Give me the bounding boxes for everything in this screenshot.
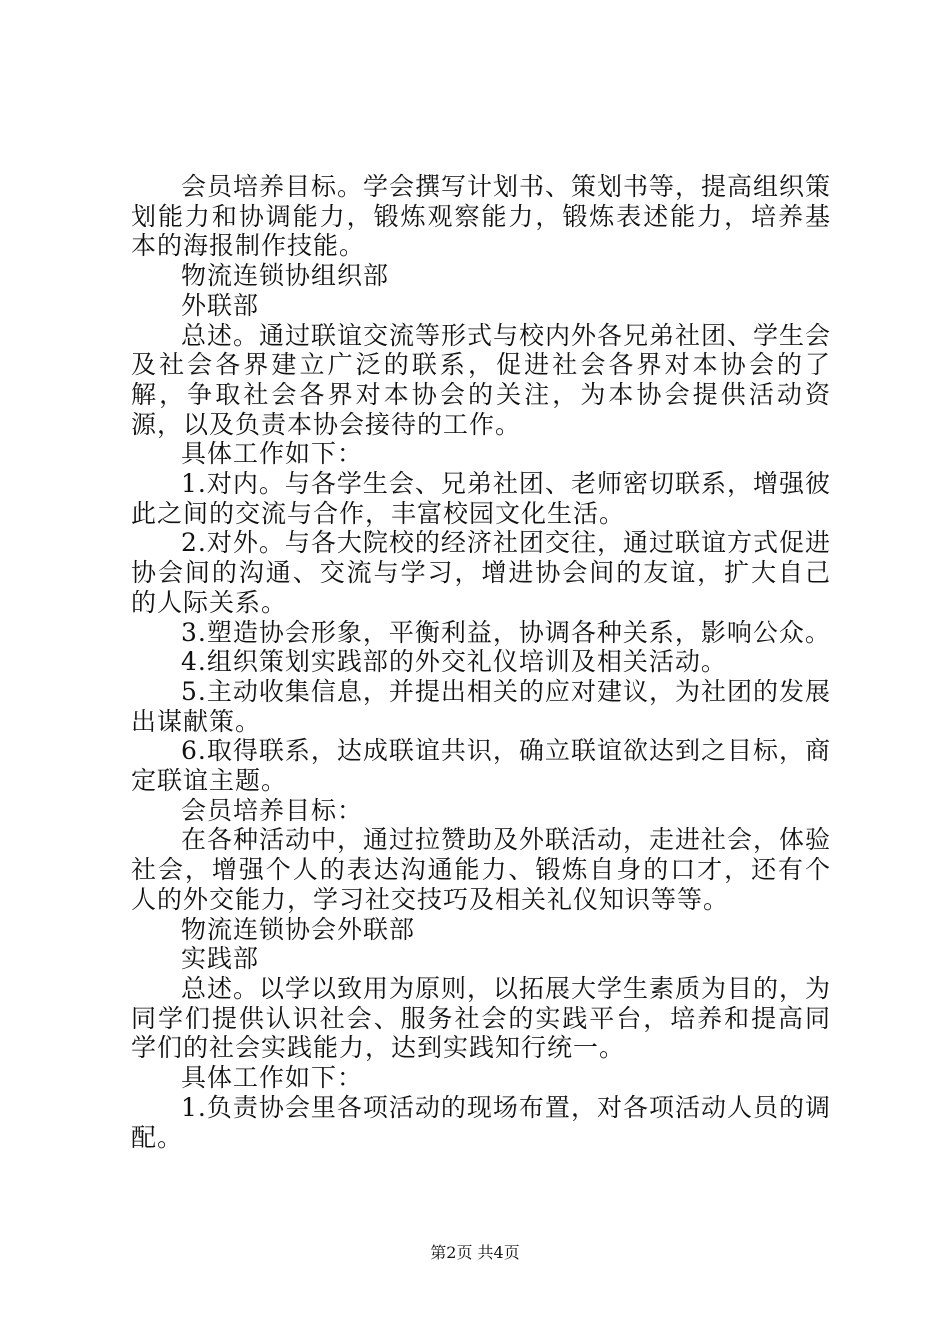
paragraph: 具体工作如下：	[181, 1063, 364, 1093]
paragraph: 1.负责协会里各项活动的现场布置，对各项活动人员的调配。	[131, 1092, 831, 1152]
paragraph: 6.取得联系，达成联谊共识，确立联谊欲达到之目标，商定联谊主题。	[131, 736, 831, 796]
paragraph: 4.组织策划实践部的外交礼仪培训及相关活动。	[181, 647, 727, 677]
paragraph: 3.塑造协会形象，平衡利益，协调各种关系，影响公众。	[181, 617, 831, 647]
page-footer: 第2页 共4页	[430, 1243, 520, 1262]
paragraph: 5.主动收集信息，并提出相关的应对建议，为社团的发展出谋献策。	[131, 676, 831, 736]
paragraph: 会员培养目标：	[181, 795, 364, 825]
paragraph: 物流连锁协组织部	[181, 261, 390, 291]
paragraph: 总述。通过联谊交流等形式与校内外各兄弟社团、学生会及社会各界建立广泛的联系，促进社会各界对本协会的了解，争取社会各界对本协会的关注，为本协会提供活动资源，以及负责本协会接待的工作。	[131, 320, 832, 439]
paragraph: 2.对外。与各大院校的经济社团交往，通过联谊方式促进协会间的沟通、交流与学习，增进协会间的友谊，扩大自己的人际关系。	[131, 528, 831, 617]
paragraph: 在各种活动中，通过拉赞助及外联活动，走进社会，体验社会，增强个人的表达沟通能力、锻炼自身的口才，还有个人的外交能力，学习社交技巧及相关礼仪知识等等。	[131, 825, 832, 914]
paragraph: 实践部	[181, 944, 260, 974]
paragraph: 会员培养目标。学会撰写计划书、策划书等，提高组织策划能力和协调能力，锻炼观察能力，锻炼表述能力，培养基本的海报制作技能。	[131, 172, 832, 261]
paragraph: 外联部	[181, 290, 260, 320]
paragraph: 1.对内。与各学生会、兄弟社团、老师密切联系，增强彼此之间的交流与合作，丰富校园文化生活。	[131, 469, 831, 528]
paragraph: 物流连锁协会外联部	[181, 914, 416, 944]
paragraph: 总述。以学以致用为原则，以拓展大学生素质为目的，为同学们提供认识社会、服务社会的实践平台，培养和提高同学们的社会实践能力，达到实践知行统一。	[131, 973, 832, 1063]
document-body	[131, 172, 831, 1152]
paragraph: 具体工作如下：	[181, 439, 364, 469]
